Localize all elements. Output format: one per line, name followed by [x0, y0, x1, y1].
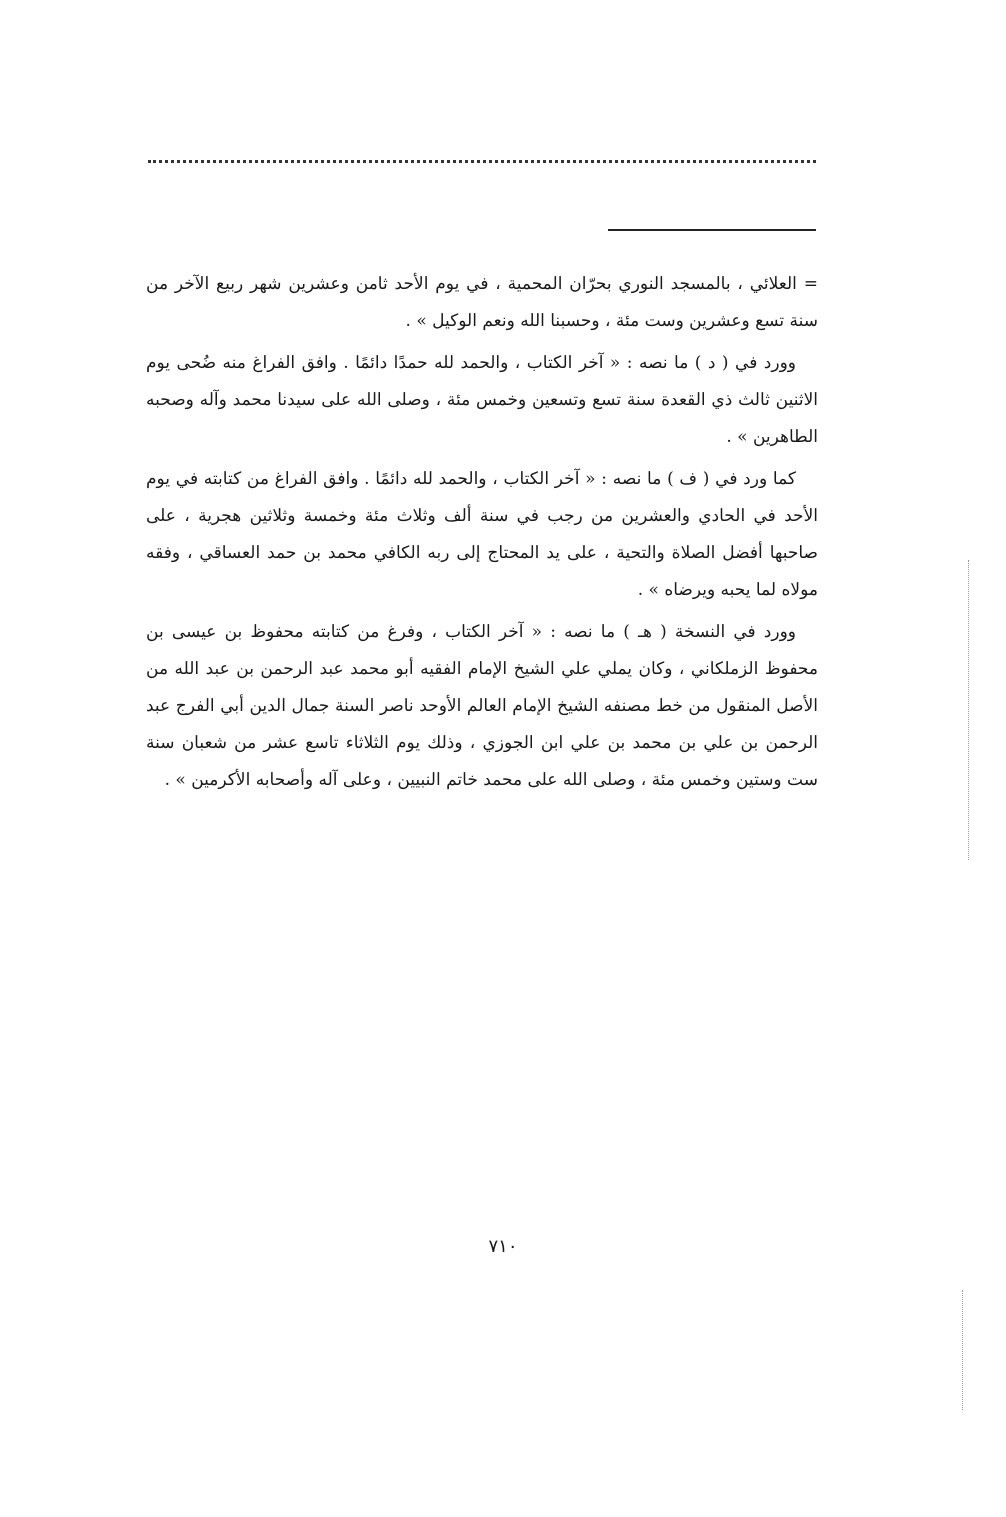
- dotted-separator: [148, 160, 816, 163]
- footnote-separator-line: [608, 229, 816, 231]
- scan-edge-mark: [968, 560, 969, 860]
- text-line: ثالث ذي القعدة سنة تسع وتسعين وخمس مئة ، وصلى الله على سيدنا محمد وآله وصحبه الطاهرين » .: [146, 390, 818, 447]
- text-line: = العلائي ، بالمسجد النوري بحرّان المحمية ، في يوم الأحد ثامن وعشرين شهر ربيع الآخر من سنة تسع: [146, 274, 818, 331]
- text-line: وعشرين وست مئة ، وحسبنا الله ونعم الوكيل » .: [405, 311, 750, 331]
- footnotes-block: [146, 266, 818, 799]
- scan-edge-mark: [962, 1290, 963, 1410]
- text-line: وورد في ( د ) ما نصه : « آخر الكتاب ، والحمد لله حمدًا دائمًا . وافق الفراغ منه ضُحى يوم الاثنين: [146, 353, 818, 410]
- footnote-paragraph-1: [146, 266, 818, 340]
- footnote-paragraph-4: [146, 614, 818, 799]
- footnote-paragraph-3: [146, 461, 818, 609]
- footnote-paragraph-2: [146, 345, 818, 456]
- text-line: كما ورد في ( ف ) ما نصه : « آخر الكتاب ، والحمد لله دائمًا . وافق الفراغ من كتابته في يوم الأحد في: [146, 469, 818, 526]
- page-number: ٧١٠: [488, 1236, 518, 1257]
- text-line: خاتم النبيين ، وعلى آله وأصحابه الأكرمين » .: [164, 770, 478, 790]
- text-line: وورد في النسخة ( هـ ) ما نصه : « آخر الكتاب ، وفرغ من كتابته محفوظ بن عيسى بن محفوظ: [146, 622, 818, 679]
- text-line: ابن الجوزي ، وذلك يوم الثلاثاء تاسع عشر من شعبان سنة ست وستين وخمس مئة ، وصلى الله على محمد: [146, 733, 818, 790]
- text-line: والتحية ، على يد المحتاج إلى ربه الكافي محمد بن حمد العساقي ، وفقه مولاه لما يحبه ويرضاه » .: [146, 543, 818, 600]
- text-line: مصنفه الشيخ الإمام العالم الأوحد ناصر السنة جمال الدين أبي الفرج عبد الرحمن بن علي بن محمد بن علي: [146, 696, 819, 753]
- text-line: الزملكاني ، وكان يملي علي الشيخ الإمام الفقيه أبو محمد عبد الرحمن بن عبد الله من الأصل المنقول من خط: [146, 659, 818, 716]
- text-line: الحادي والعشرين من رجب في سنة ألف وثلاث مئة وخمسة وثلاثين هجرية ، على صاحبها أفضل الصلاة: [146, 506, 818, 563]
